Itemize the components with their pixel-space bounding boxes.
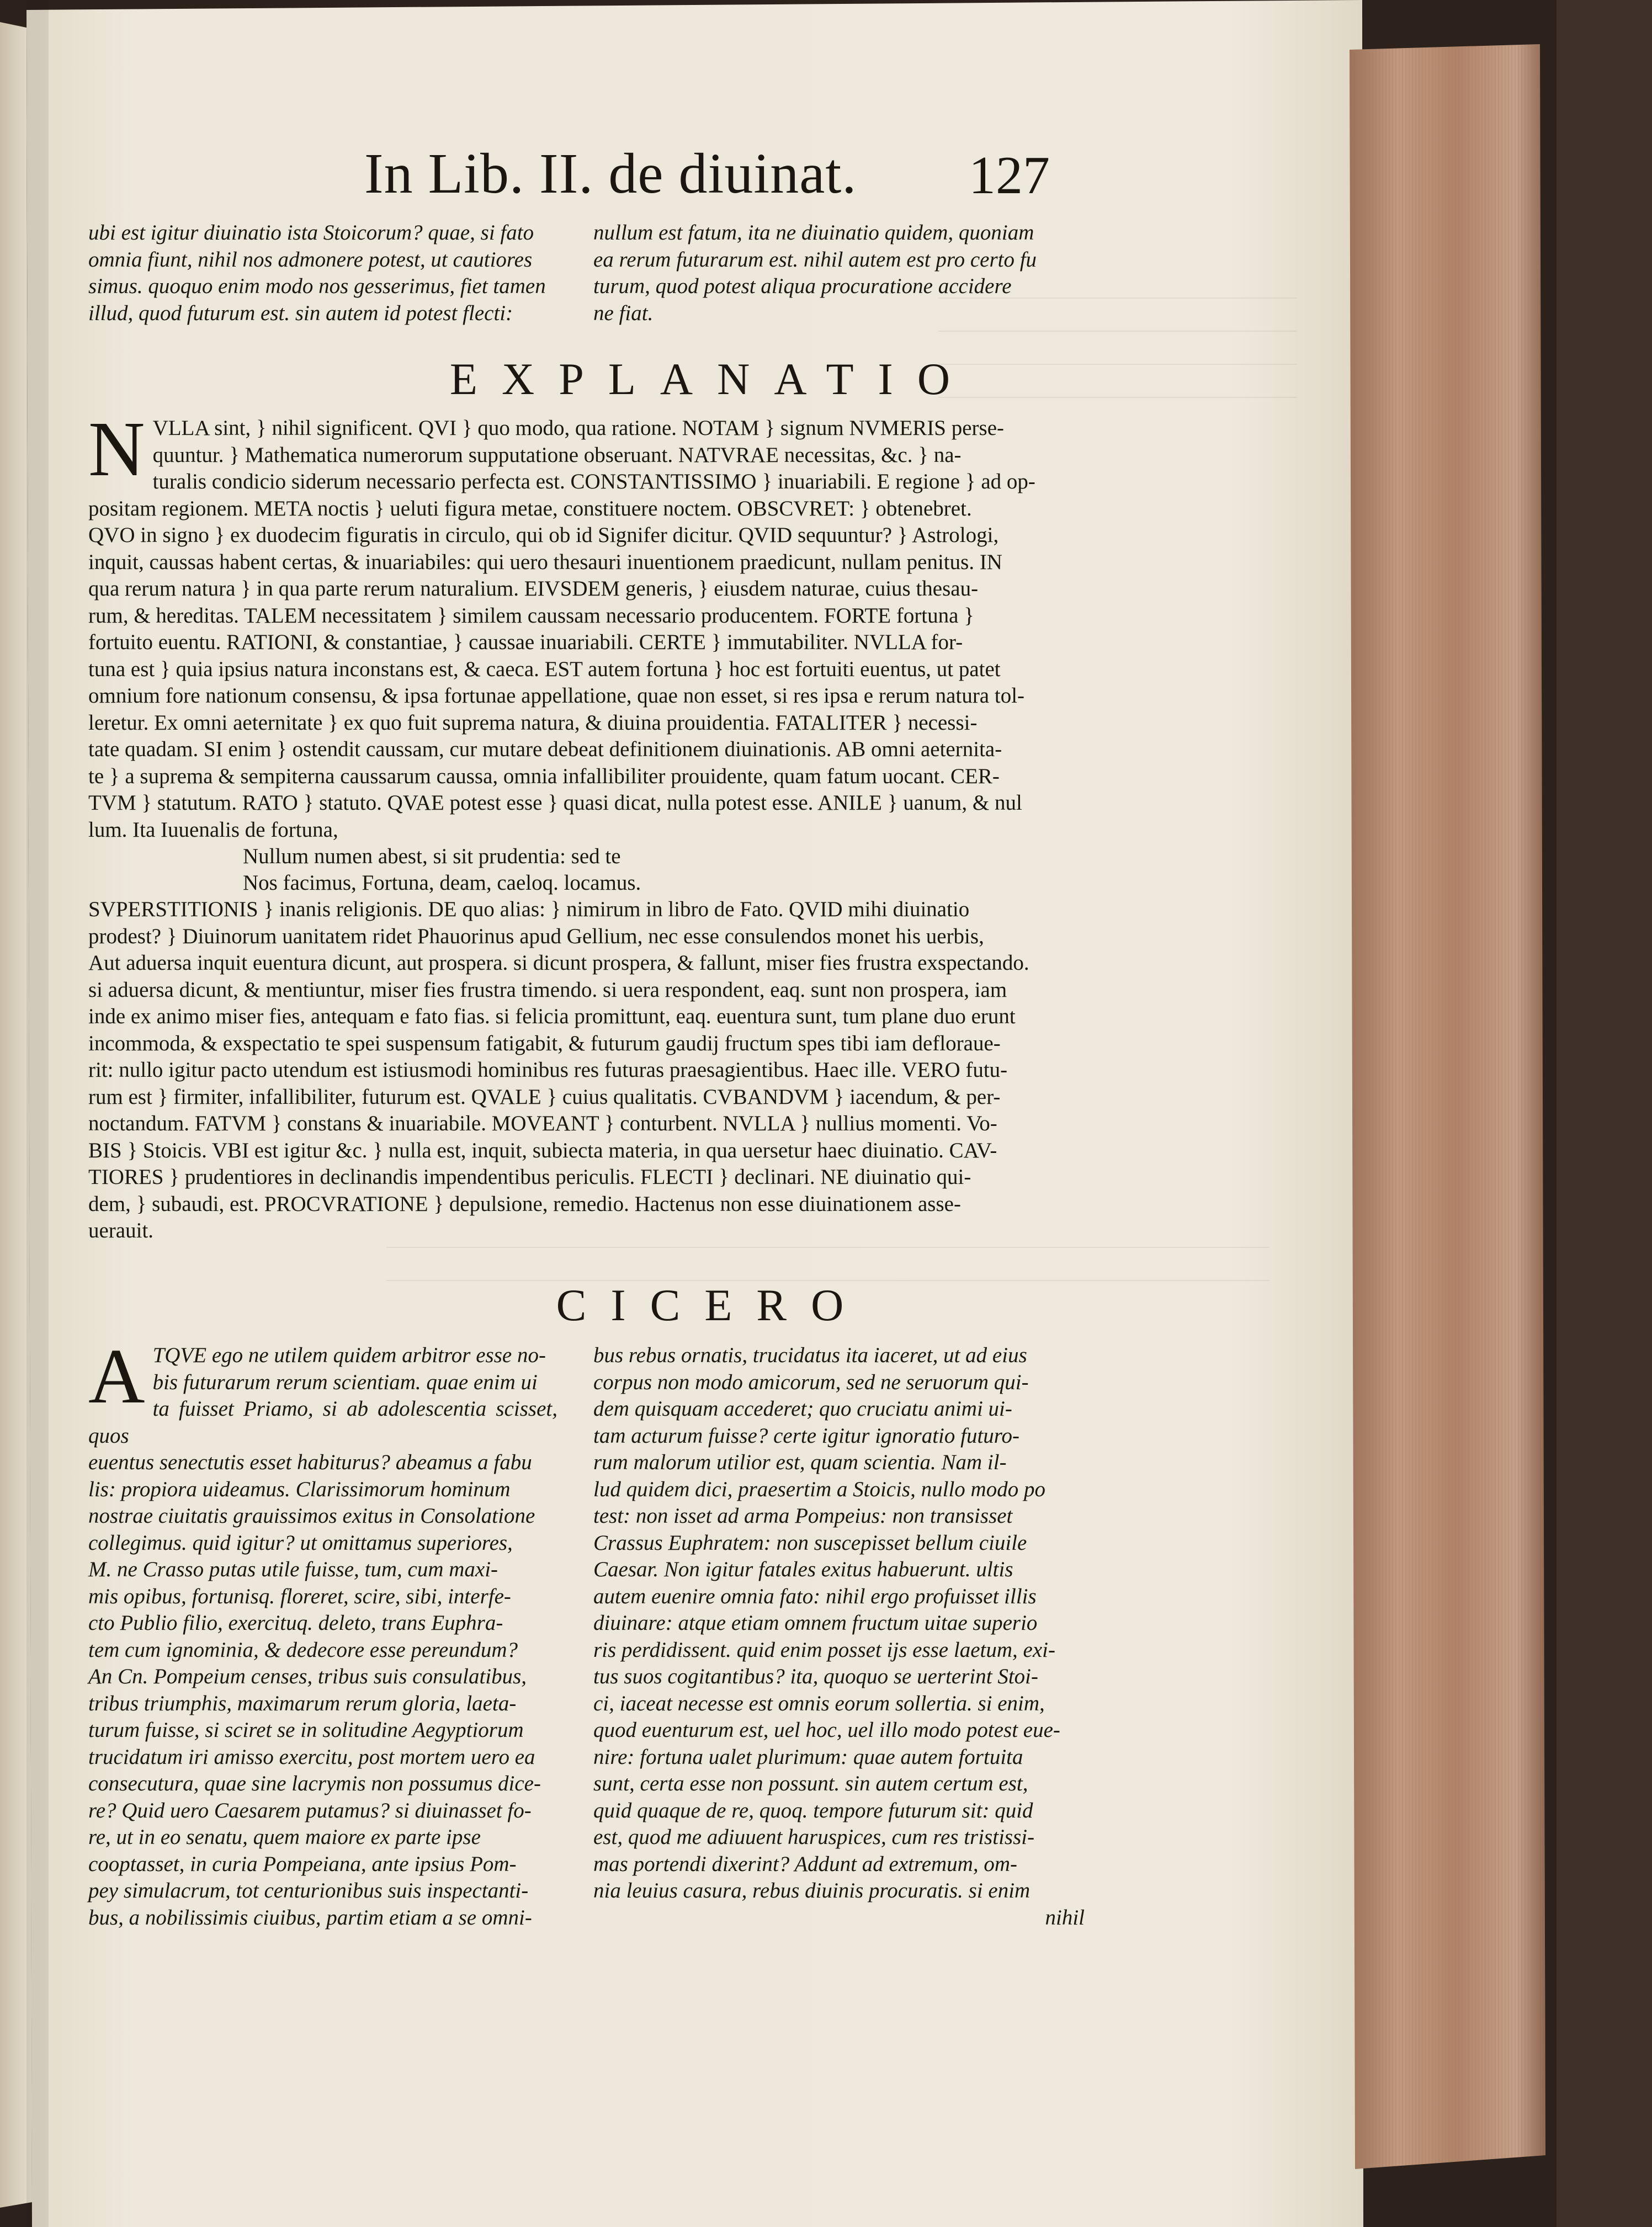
text-line: tribus triumphis, maximarum rerum gloria, laeta- <box>88 1691 517 1715</box>
text-line: pey simulacrum, tot centurionibus suis inspectanti- <box>88 1879 529 1902</box>
text-line: lud quidem dici, praesertim a Stoicis, nullo modo po <box>593 1477 1045 1501</box>
text-line: TQVE ego ne utilem quidem arbitror esse no- <box>152 1343 546 1367</box>
text-line: SVPERSTITIONIS } inanis religionis. DE quo alias: } nimirum in libro de Fato. QVID mihi diuinatio <box>88 897 970 921</box>
text-line: test: non isset ad arma Pompeius: non transisset <box>593 1504 1013 1528</box>
text-line: bus, a nobilissimis ciuibus, partim etiam a se omni- <box>88 1905 532 1930</box>
text-line: nire: fortuna ualet plurimum: quae autem fortuita <box>593 1745 1023 1769</box>
text-line: rum malorum utilior est, quam scientia. Nam il- <box>593 1450 1007 1474</box>
text-line: ubi est igitur diuinatio ista Stoicorum? quae, si fato <box>88 221 534 245</box>
text-line: dem quisquam accederet; quo cruciatu animi ui- <box>593 1397 1012 1421</box>
text-line: BIS } Stoicis. VBI est igitur &c. } nulla est, inquit, subiecta materia, in qua uersetur haec diuinatio. CAV- <box>88 1138 997 1162</box>
text-line: fortuito euentu. RATIONI, & constantiae, } caussae inuariabili. CERTE } immutabiliter. NVLLA for- <box>88 630 963 654</box>
text-line: rum est } firmiter, infallibiliter, futurum est. QVALE } cuius qualitatis. CVBANDVM } iacendum, & per- <box>88 1085 1001 1109</box>
text-line: quod euenturum est, uel hoc, uel illo modo potest eue- <box>593 1718 1060 1742</box>
text-line: cto Publio filio, exercituq. deleto, trans Euphra- <box>88 1611 503 1635</box>
folio-number: 127 <box>969 146 1050 205</box>
text-line: tuna est } quia ipsius natura inconstans est, & caeca. EST autem fortuna } hoc est fortuiti euentus, ut patet <box>88 657 1001 681</box>
text-line: turum, quod potest aliqua procuratione accidere <box>593 274 1012 298</box>
cicero-column-left <box>88 1332 557 1931</box>
text-line: sunt, certa esse non possunt. sin autem certum est, <box>593 1772 1028 1795</box>
cicero-column-right <box>593 1342 1085 1931</box>
text-line: nullum est fatum, ita ne diuinatio quidem, quoniam <box>593 221 1034 245</box>
text-line: nia leuius casura, rebus diuinis procuratis. si enim <box>593 1879 1030 1902</box>
intro-column-right <box>593 220 1085 327</box>
text-line: quuntur. } Mathematica numerorum supputatione obseruant. NATVRAE necessitas, &c. } na- <box>152 443 962 467</box>
drop-capital: A <box>88 1332 145 1420</box>
text-line: Aut aduersa inquit euentura dicunt, aut prospera. si dicunt prospera, & fallunt, miser fies frustra exspectando. <box>88 951 1029 975</box>
text-line: ea rerum futurarum est. nihil autem est pro certo fu <box>593 247 1037 272</box>
text-line: quid quaque de re, quoq. tempore futurum sit: quid <box>593 1798 1033 1822</box>
text-line: corpus non modo amicorum, sed ne seruorum qui- <box>593 1370 1029 1394</box>
text-line: bis futurarum rerum scientiam. quae enim ui <box>152 1370 538 1394</box>
intro-column-left <box>88 220 557 327</box>
text-line: leretur. Ex omni aeternitate } ex quo fuit suprema natura, & diuina prouidentia. FATALITER } necessi- <box>88 710 978 735</box>
text-line: tem cum ignominia, & dedecore esse pereundum? <box>88 1638 518 1662</box>
text-line: TVM } statutum. RATO } statuto. QVAE potest esse } quasi dicat, nulla potest esse. ANILE } uanum, & nul <box>88 791 1022 815</box>
text-line: turum fuisse, si sciret se in solitudine Aegyptiorum <box>88 1718 524 1742</box>
text-line: simus. quoquo enim modo nos gesserimus, fiet tamen <box>88 274 546 298</box>
text-line: bus rebus ornatis, trucidatus ita iaceret, ut ad eius <box>593 1343 1027 1367</box>
text-line: tate quadam. SI enim } ostendit caussam, cur mutare debeat definitionem diuinationis. AB omni aeternita- <box>88 737 1002 761</box>
drop-capital: N <box>88 405 145 492</box>
text-line: autem euenire omnia fato: nihil ergo profuisset illis <box>593 1584 1037 1608</box>
text-line: re, ut in eo senatu, quem maiore ex parte ipse <box>88 1825 481 1849</box>
text-line: QVO in signo } ex duodecim figuratis in circulo, qui ob id Signifer dicitur. QVID sequuntur? } Astrologi, <box>88 523 999 547</box>
text-line: nostrae ciuitatis grauissimos exitus in Consolatione <box>88 1504 535 1528</box>
text-line: dem, } subaudi, est. PROCVRATIONE } depulsione, remedio. Hactenus non esse diuinationem asse- <box>88 1192 961 1216</box>
text-line: tam acturum fuisse? certe igitur ignoratio futuro- <box>593 1423 1020 1448</box>
text-line: Caesar. Non igitur fatales exitus habuerunt. ultis <box>593 1558 1013 1581</box>
text-line: lis: propiora uideamus. Clarissimorum hominum <box>88 1477 511 1501</box>
text-line: collegimus. quid igitur? ut omittamus superiores, <box>88 1530 513 1555</box>
text-line: omnium fore nationum consensu, & ipsa fortunae appellatione, quae non esset, si res ipsa e rerum natura tol- <box>88 684 1025 708</box>
text-line: incommoda, & exspectatio te spei suspensum fatigabit, & futurum gaudij fructum spes tibi iam defloraue- <box>88 1031 1001 1055</box>
text-line: te } a suprema & sempiterna caussarum caussa, omnia infallibiliter prouidente, quam fatum uocant. CER- <box>88 764 1000 788</box>
verse-line: Nullum numen abest, si sit prudentia: sed te <box>243 844 621 868</box>
text-line: lum. Ita Iuuenalis de fortuna, <box>88 817 338 842</box>
text-line: M. ne Crasso putas utile fuisse, tum, cum maxi- <box>88 1558 498 1581</box>
text-line: si aduersa dicunt, & mentiuntur, miser fies frustra timendo. si uera respondent, eaq. sunt non prospera, iam <box>88 977 1007 1002</box>
text-line: qua rerum natura } in qua parte rerum naturalium. EIVSDEM generis, } eiusdem naturae, cuius thesau- <box>88 577 979 600</box>
text-line: turalis condicio siderum necessario perfecta est. CONSTANTISSIMO } inuariabili. E regione } ad op- <box>152 470 1035 493</box>
text-line: inquit, caussas habent certas, & inuariabiles: qui uero thesauri inuentionem praedicunt, nullam penitus. IN <box>88 550 1002 574</box>
text-line: ne fiat. <box>593 301 654 325</box>
text-line: illud, quod futurum est. sin autem id potest flecti: <box>88 301 513 325</box>
text-line: re? Quid uero Caesarem putamus? si diuinasset fo- <box>88 1798 532 1822</box>
section-title-cicero: CICERO <box>556 1280 868 1330</box>
text-line: omnia fiunt, nihil nos admonere potest, ut cautiores <box>88 247 533 272</box>
text-line: inde ex animo miser fies, antequam e fato fias. si felicia promittunt, eaq. euentura sunt, tum plane duo erunt <box>88 1004 1016 1028</box>
text-line: euentus senectutis esset habiturus? abeamus a fabu <box>88 1450 532 1474</box>
text-line: ci, iaceat necesse est omnis eorum sollertia. si enim, <box>593 1691 1045 1715</box>
text-line: consecutura, quae sine lacrymis non possumus dice- <box>88 1772 541 1795</box>
text-line: Crassus Euphratem: non suscepisset bellum ciuile <box>593 1530 1027 1555</box>
text-line: positam regionem. META noctis } ueluti figura metae, constituere noctem. OBSCVRET: } obtenebret. <box>88 496 972 520</box>
text-line: ris perdidissent. quid enim posset ijs esse laetum, exi- <box>593 1638 1055 1662</box>
text-line: VLLA sint, } nihil significent. QVI } quo modo, qua ratione. NOTAM } signum NVMERIS perse- <box>152 416 1005 440</box>
text-line: rum, & hereditas. TALEM necessitatem } similem caussam necessario producentem. FORTE fortuna } <box>88 603 974 628</box>
text-line: An Cn. Pompeium censes, tribus suis consulatibus, <box>88 1665 527 1688</box>
text-line: prodest? } Diuinorum uanitatem ridet Phauorinus apud Gellium, nec esse consulendos monet his uerbis, <box>88 924 984 948</box>
text-line: est, quod me adiuuent haruspices, cum res tristissi- <box>593 1825 1035 1849</box>
section-title-explanatio: EXPLANATIO <box>449 354 975 404</box>
text-line: tus suos cogitantibus? ita, quoquo se uerterint Stoi- <box>593 1665 1038 1688</box>
text-line: rit: nullo igitur pacto utendum est istiusmodi hominibus res futuras praesagientibus. Haec ille. VERO futu- <box>88 1058 1008 1082</box>
text-line: TIORES } prudentiores in declinandis impendentibus periculis. FLECTI } declinari. NE diuinatio qui- <box>88 1165 971 1189</box>
text-line: uerauit. <box>88 1219 154 1242</box>
text-line: diuinare: atque etiam omnem fructum uitae superio <box>593 1611 1038 1635</box>
text-line: mas portendi dixerint? Addunt ad extremum, om- <box>593 1852 1017 1876</box>
running-head: In Lib. II. de diuinat. <box>364 142 857 205</box>
text-line: ta fuisset Priamo, si ab adolescentia scisset, quos <box>88 1397 557 1448</box>
verse-line: Nos facimus, Fortuna, deam, caeloq. locamus. <box>243 871 641 895</box>
text-line: noctandum. FATVM } constans & inuariabile. MOVEANT } conturbent. NVLLA } nullius momenti. Vo- <box>88 1112 997 1135</box>
explanatio-body <box>88 405 1085 1245</box>
text-line: mis opibus, fortunisq. floreret, scire, sibi, interfe- <box>88 1584 511 1608</box>
text-line: cooptasset, in curia Pompeiana, ante ipsius Pom- <box>88 1852 517 1876</box>
text-line: trucidatum iri amisso exercitu, post mortem uero ea <box>88 1745 535 1769</box>
catchword: nihil <box>1045 1905 1085 1930</box>
